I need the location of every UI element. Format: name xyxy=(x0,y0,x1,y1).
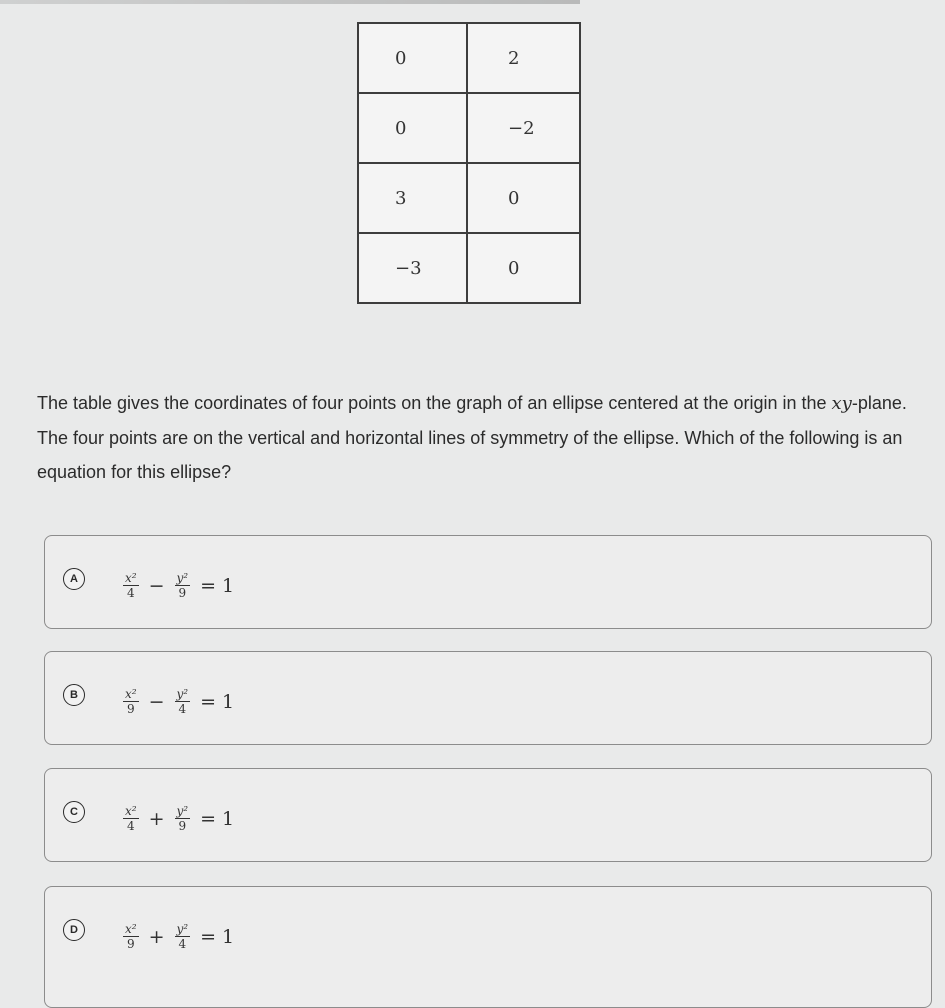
equation-rhs: = 1 xyxy=(200,926,235,948)
question-text-after: -plane. The four points are on the vertical and horizontal lines of symmetry of the ellipse. Which of the following is an equation for this ellipse? xyxy=(37,393,907,482)
fraction-numerator: y² xyxy=(176,804,189,818)
x-fraction xyxy=(123,572,139,600)
table-cell-y: 0 xyxy=(467,163,580,233)
table-cell-x: 3 xyxy=(358,163,467,233)
operator: + xyxy=(148,926,165,948)
table-cell-x: 0 xyxy=(358,93,467,163)
table-cell-y: 0 xyxy=(467,233,580,303)
choice-letter-badge: A xyxy=(63,568,85,590)
fraction-numerator: x² xyxy=(125,922,137,936)
equation-rhs: = 1 xyxy=(200,575,235,597)
fraction-numerator: x² xyxy=(125,804,137,818)
answer-choice-d[interactable] xyxy=(44,886,932,1008)
table-row xyxy=(358,233,580,303)
fraction-denominator: 4 xyxy=(126,586,135,600)
choice-letter-badge: C xyxy=(63,801,85,823)
choice-letter-badge: D xyxy=(63,919,85,941)
divider-line xyxy=(0,0,580,4)
choice-equation xyxy=(123,797,234,841)
fraction-denominator: 9 xyxy=(178,819,187,833)
choice-equation xyxy=(123,564,234,608)
question-text xyxy=(37,386,917,489)
fraction-numerator: y² xyxy=(176,571,189,585)
answer-choice-c[interactable] xyxy=(44,768,932,862)
fraction-denominator: 4 xyxy=(126,819,135,833)
y-fraction xyxy=(175,923,191,951)
fraction-denominator: 9 xyxy=(178,586,187,600)
fraction-denominator: 9 xyxy=(126,937,135,951)
table-cell-x: 0 xyxy=(358,23,467,93)
answer-choice-b[interactable] xyxy=(44,651,932,745)
x-fraction xyxy=(123,688,139,716)
table-cell-y: −2 xyxy=(467,93,580,163)
operator: + xyxy=(148,808,165,830)
y-fraction xyxy=(175,572,191,600)
table-cell-y: 2 xyxy=(467,23,580,93)
table-row xyxy=(358,93,580,163)
choice-letter-badge: B xyxy=(63,684,85,706)
fraction-denominator: 4 xyxy=(178,937,187,951)
question-variable: xy xyxy=(831,393,852,414)
table-cell-x: −3 xyxy=(358,233,467,303)
y-fraction xyxy=(175,805,191,833)
choice-equation xyxy=(123,915,234,959)
choice-equation xyxy=(123,680,234,724)
question-text-before: The table gives the coordinates of four points on the graph of an ellipse centered at the origin in the xyxy=(37,393,832,413)
x-fraction xyxy=(123,805,139,833)
coordinates-table xyxy=(357,22,581,304)
fraction-numerator: y² xyxy=(176,922,189,936)
fraction-denominator: 9 xyxy=(126,702,135,716)
operator: − xyxy=(148,575,165,597)
table-row xyxy=(358,163,580,233)
x-fraction xyxy=(123,923,139,951)
fraction-numerator: y² xyxy=(176,687,189,701)
y-fraction xyxy=(175,688,191,716)
answer-choice-a[interactable] xyxy=(44,535,932,629)
table-row xyxy=(358,23,580,93)
fraction-denominator: 4 xyxy=(178,702,187,716)
operator: − xyxy=(148,691,165,713)
fraction-numerator: x² xyxy=(125,687,137,701)
equation-rhs: = 1 xyxy=(200,691,235,713)
fraction-numerator: x² xyxy=(125,571,137,585)
equation-rhs: = 1 xyxy=(200,808,235,830)
